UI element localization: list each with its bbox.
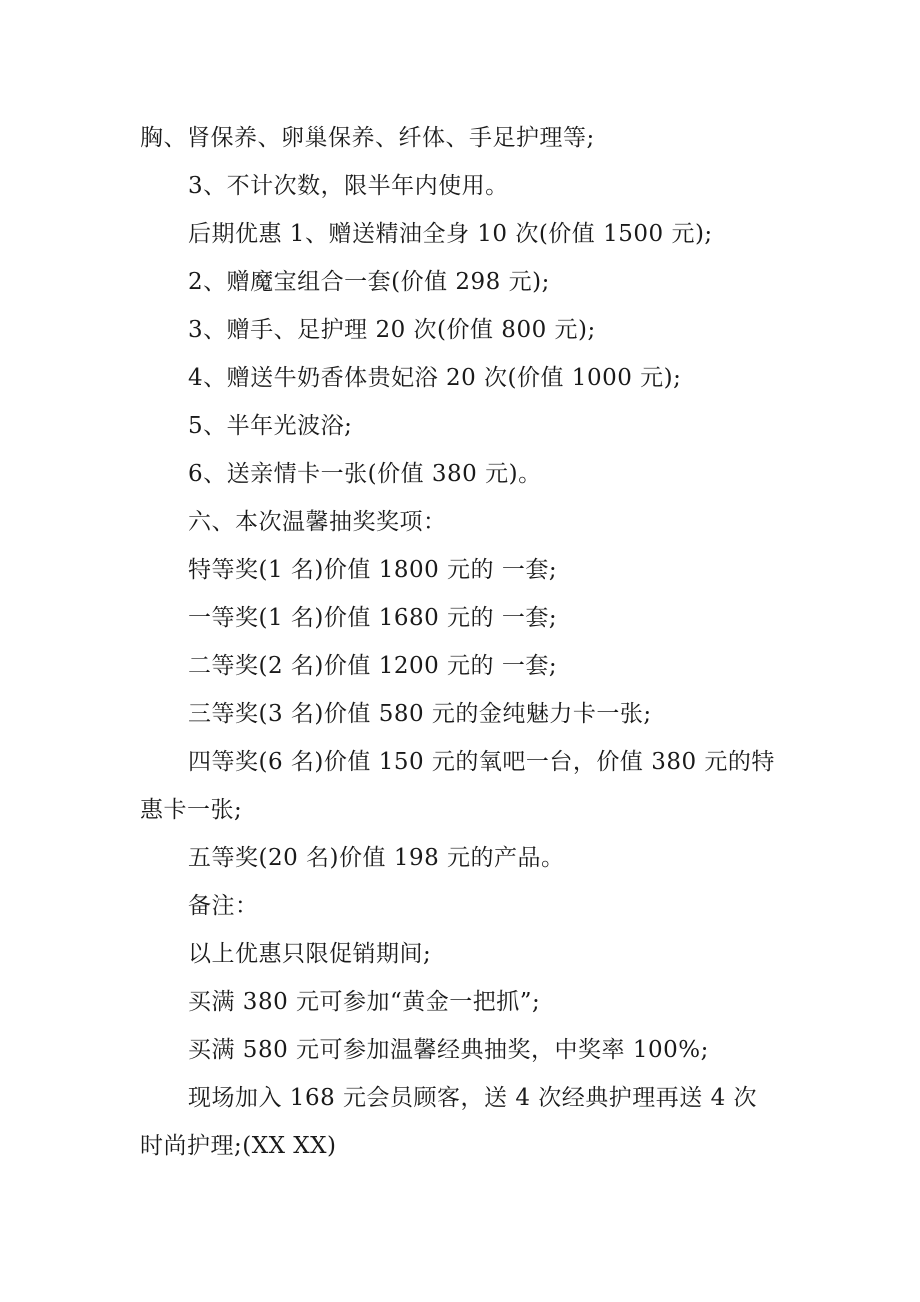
- text-line: 3、不计次数，限半年内使用。: [188, 173, 509, 199]
- text-line: 时尚护理;(XX XX): [140, 1133, 337, 1159]
- text-line: 买满 380 元可参加“黄金一把抓”;: [188, 989, 541, 1015]
- text-line: 4、赠送牛奶香体贵妃浴 20 次(价值 1000 元);: [188, 365, 682, 391]
- notes-heading: 备注：: [188, 893, 259, 919]
- text-line: 5、半年光波浴;: [188, 413, 353, 439]
- text-line: 一等奖(1 名)价值 1680 元的 一套;: [188, 605, 558, 631]
- text-line: 特等奖(1 名)价值 1800 元的 一套;: [188, 557, 558, 583]
- text-line: 以上优惠只限促销期间;: [188, 941, 432, 967]
- text-line: 四等奖(6 名)价值 150 元的氧吧一台，价值 380 元的特: [188, 749, 775, 775]
- section-heading: 六、本次温馨抽奖奖项：: [188, 509, 447, 535]
- text-line: 三等奖(3 名)价值 580 元的金纯魅力卡一张;: [188, 701, 652, 727]
- text-line: 2、赠魔宝组合一套(价值 298 元);: [188, 269, 550, 295]
- text-line: 胸、肾保养、卵巢保养、纤体、手足护理等;: [140, 125, 595, 151]
- text-line: 惠卡一张;: [140, 797, 243, 823]
- text-line: 五等奖(20 名)价值 198 元的产品。: [188, 845, 565, 871]
- text-line: 二等奖(2 名)价值 1200 元的 一套;: [188, 653, 558, 679]
- text-line: 买满 580 元可参加温馨经典抽奖，中奖率 100%;: [188, 1037, 709, 1063]
- text-line: 现场加入 168 元会员顾客，送 4 次经典护理再送 4 次: [188, 1085, 758, 1111]
- text-line: 6、送亲情卡一张(价值 380 元)。: [188, 461, 542, 487]
- text-line: 后期优惠 1、赠送精油全身 10 次(价值 1500 元);: [188, 221, 713, 247]
- text-line: 3、赠手、足护理 20 次(价值 800 元);: [188, 317, 596, 343]
